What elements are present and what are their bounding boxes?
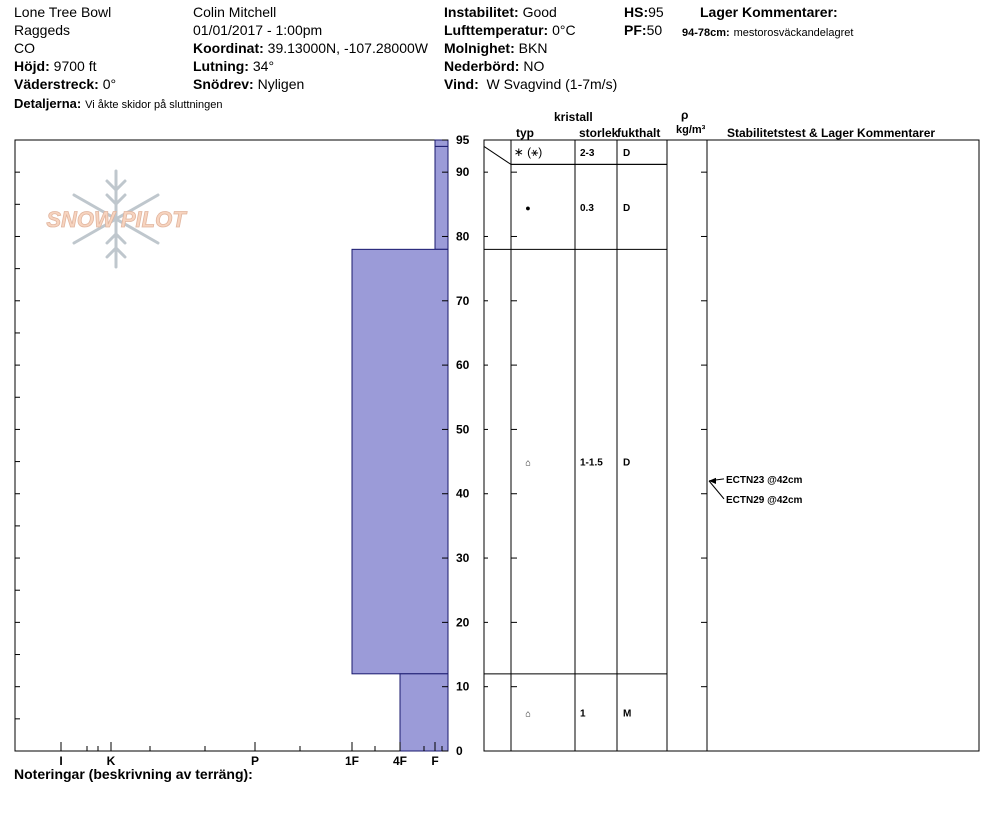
slope-value: 34° [252, 58, 275, 74]
column-header-stability: Stabilitetstest & Lager Kommentarer [727, 126, 936, 140]
wind-value: W Svagvind (1-7m/s) [486, 76, 618, 92]
hardness-bar [435, 140, 448, 146]
range-name: Raggeds [14, 22, 71, 38]
test-leader [709, 481, 724, 499]
layer-grain-type: ⌂ [525, 708, 531, 719]
column-header-density: kg/m³ [676, 124, 706, 136]
airtemp-label: Lufttemperatur: [444, 22, 549, 38]
observation-datetime: 01/01/2017 - 1:00pm [193, 22, 323, 38]
hardness-tick-label: K [106, 754, 116, 768]
precip-value: NO [523, 58, 545, 74]
precip-label: Nederbörd: [444, 58, 520, 74]
test-arrow-icon [709, 478, 716, 484]
layer-grain-size: 0.3 [580, 202, 594, 214]
airtemp-value: 0°C [552, 22, 576, 38]
layer-comment-text: mestorosväckandelagret [733, 27, 854, 39]
aspect-value: 0° [102, 76, 117, 92]
stability-test-label: ECTN29 @42cm [726, 494, 803, 506]
snowpilot-logo [46, 171, 187, 267]
layer-comments-title: Lager Kommentarer: [700, 4, 838, 20]
coordinate-label: Koordinat: [193, 40, 264, 56]
column-header-rho: ρ [681, 108, 689, 122]
stability-label: Instabilitet: [444, 4, 519, 20]
drift-value: Nyligen [257, 76, 305, 92]
depth-tick-label: 70 [456, 293, 470, 308]
aspect-label: Väderstreck: [14, 76, 99, 92]
hardness-bar [400, 674, 448, 751]
hs-label: HS: [624, 4, 649, 20]
depth-tick-label: 60 [456, 358, 470, 373]
layer-grain-size: 1-1.5 [580, 457, 603, 469]
layer-grain-type: ● [525, 202, 531, 213]
depth-tick-label: 10 [456, 679, 470, 694]
sky-value: BKN [518, 40, 548, 56]
depth-tick-label: 40 [456, 486, 470, 501]
layer-moisture: D [623, 148, 631, 160]
layer-comment-range: 94-78cm: [682, 27, 730, 39]
details-label: Detaljerna: [14, 96, 82, 111]
depth-tick-label: 30 [456, 551, 470, 566]
depth-tick-label: 95 [456, 133, 470, 147]
depth-tick-label: 50 [456, 422, 470, 437]
layer-grain-type: ⌂ [525, 457, 531, 468]
drift-label: Snödrev: [193, 76, 254, 92]
hardness-tick-label: P [250, 754, 260, 768]
hardness-bar [435, 146, 448, 249]
depth-tick-label: 90 [456, 165, 470, 180]
hardness-tick-label: I [59, 754, 63, 768]
location-name: Lone Tree Bowl [14, 4, 112, 20]
slope-label: Lutning: [193, 58, 249, 74]
column-header-size: storlek [579, 126, 619, 140]
column-header-moisture: fukthalt [617, 126, 661, 140]
hardness-tick-label: 1F [344, 754, 360, 768]
layer-grain-size: 2-3 [580, 148, 595, 160]
details-value: Vi åkte skidor på sluttningen [85, 99, 223, 111]
layer-table-frame [484, 140, 979, 751]
depth-tick-label: 0 [456, 744, 463, 758]
observer-name: Colin Mitchell [193, 4, 277, 20]
column-header-type: typ [516, 126, 534, 140]
elevation-value: 9700 ft [53, 58, 97, 74]
layer-moisture: M [623, 708, 632, 720]
layer-grain-type: ∗ (⚹) [513, 145, 543, 160]
sky-label: Molnighet: [444, 40, 515, 56]
depth-tick-label: 20 [456, 615, 470, 630]
pf-value: 50 [646, 22, 663, 38]
snowpilot-logo-text: SNOW PILOT [46, 207, 186, 232]
wind-label: Vind: [444, 76, 479, 92]
depth-tick-label: 80 [456, 229, 470, 244]
hs-value: 95 [648, 4, 664, 20]
hardness-bar [352, 249, 448, 673]
pf-label: PF: [624, 22, 647, 38]
layer-moisture: D [623, 202, 631, 214]
hardness-tick-label: F [431, 754, 439, 768]
stability-value: Good [522, 4, 557, 20]
elevation-label: Höjd: [14, 58, 50, 74]
coordinate-value: 39.13000N, -107.28000W [267, 40, 428, 56]
layer-connector [484, 146, 511, 164]
state-name: CO [14, 40, 35, 56]
layer-moisture: D [623, 457, 631, 469]
terrain-notes-label: Noteringar (beskrivning av terräng): [14, 766, 253, 782]
stability-test-label: ECTN23 @42cm [726, 474, 803, 486]
column-header-crystal: kristall [554, 110, 593, 124]
hardness-tick-label: 4F [392, 754, 408, 768]
layer-grain-size: 1 [580, 708, 586, 720]
